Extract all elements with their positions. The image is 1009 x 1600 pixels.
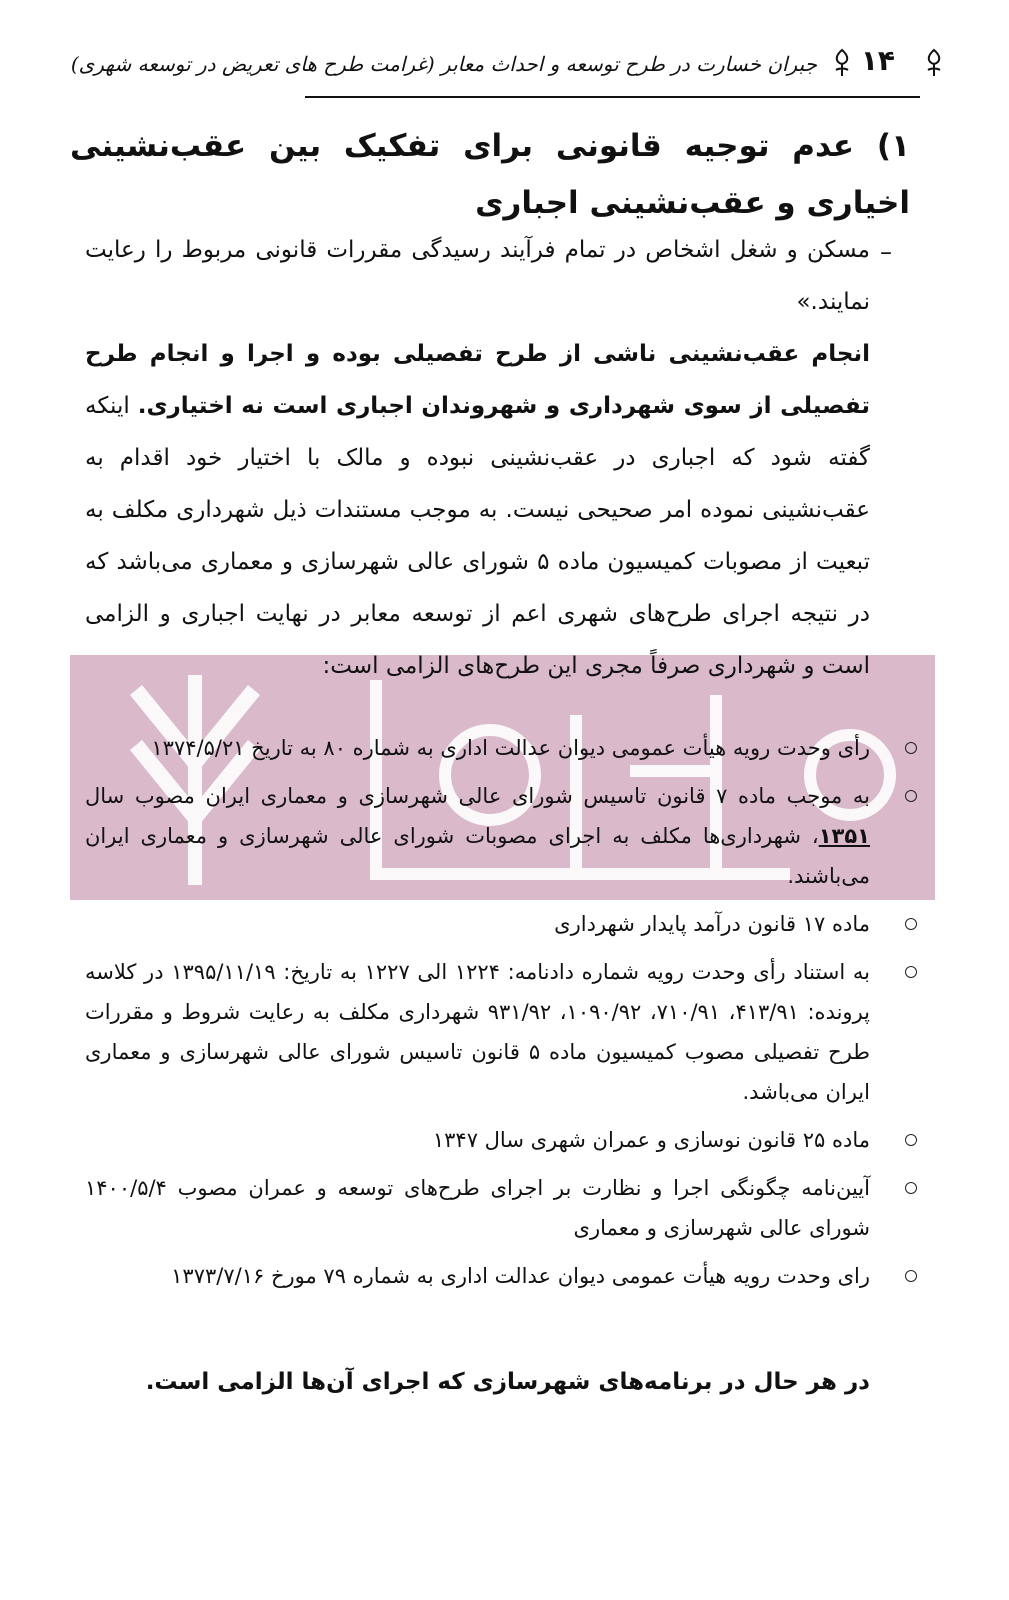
- dash-marker: –: [880, 238, 892, 266]
- bullet-circle-icon: [905, 966, 917, 978]
- running-title: جبران خسارت در طرح توسعه و احداث معابر (غرامت طرح های تعریض در توسعه شهری): [70, 52, 817, 76]
- page-number: ۱۴: [860, 44, 895, 77]
- list-item: ماده ۱۷ قانون درآمد پایدار شهرداری: [85, 904, 870, 944]
- bullet-circle-icon: [905, 1182, 917, 1194]
- ornament-icon: [831, 48, 853, 78]
- section-heading: ۱) عدم توجیه قانونی برای تفکیک بین عقب‌نشینی اخیاری و عقب‌نشینی اجباری: [70, 128, 910, 221]
- paragraph-bold-lead: انجام عقب‌نشینی ناشی از طرح تفصیلی بوده و اجرا و انجام طرح تفصیلی از سوی شهرداری و شهروندان اجباری است نه اختیاری.: [85, 341, 871, 419]
- year-highlight: ۱۳۵۱: [818, 824, 870, 848]
- quote-item: مسکن و شغل اشخاص در تمام فرآیند رسیدگی مقررات قانونی مربوط را رعایت نمایند.»: [85, 237, 870, 315]
- bullet-circle-icon: [905, 742, 917, 754]
- paragraph-body: اینکه گفته شود که اجباری در عقب‌نشینی نبوده و مالک با اختیار خود اقدام به عقب‌نشینی نموده امر صحیحی نیست. به موجب مستندات ذیل شهرداری مکلف به تبعیت از مصوبات کمیسیون ماده ۵ شورای عالی شهرسازی و معماری می‌باشد که در نتیجه اجرای طرح‌های شهری اعم از توسعه معابر در نهایت اجباری و الزامی است و شهرداری صرفاً مجری این طرح‌های الزامی است:: [85, 393, 871, 679]
- header-divider: [305, 96, 920, 98]
- list-item: به استناد رأی وحدت رویه شماره دادنامه: ۱۲۲۴ الی ۱۲۲۷ به تاریخ: ۱۳۹۵/۱۱/۱۹ در کلاسه پرونده: ۴۱۳/۹۱، ۷۱۰/۹۱، ۱۰۹۰/۹۲، ۹۳۱/۹۲ شهرداری مکلف به رعایت شروط و مقررات طرح تفصیلی مصوب کمیسیون ماده ۵ قانون تاسیس شورای عالی شهرسازی و معماری ایران می‌باشد.: [85, 952, 870, 1112]
- list-item: به موجب ماده ۷ قانون تاسیس شورای عالی شهرسازی و معماری ایران مصوب سال ۱۳۵۱، شهرداری‌ها مکلف به اجرای مصوبات شورای عالی شهرسازی و معماری ایران می‌باشند.: [85, 776, 870, 896]
- bullet-circle-icon: [905, 918, 917, 930]
- main-paragraph: [85, 328, 870, 692]
- bullet-circle-icon: [905, 790, 917, 802]
- bullet-circle-icon: [905, 1270, 917, 1282]
- ornament-icon: [923, 48, 945, 78]
- closing-sentence: در هر حال در برنامه‌های شهرسازی که اجرای آن‌ها الزامی است.: [145, 1369, 870, 1395]
- list-item: رای وحدت رویه هیأت عمومی دیوان عدالت اداری به شماره ۷۹ مورخ ۱۳۷۳/۷/۱۶: [85, 1256, 870, 1296]
- list-item: آیین‌نامه چگونگی اجرا و نظارت بر اجرای طرح‌های توسعه و عمران مصوب ۱۴۰۰/۵/۴ شورای عالی شهرسازی و معماری: [85, 1168, 870, 1248]
- list-item: ماده ۲۵ قانون نوسازی و عمران شهری سال ۱۳۴۷: [85, 1120, 870, 1160]
- page-header: [70, 38, 945, 100]
- list-item: رأی وحدت رویه هیأت عمومی دیوان عدالت اداری به شماره ۸۰ به تاریخ ۱۳۷۴/۵/۲۱: [85, 728, 870, 768]
- legal-references-list: [85, 728, 870, 1304]
- bullet-circle-icon: [905, 1134, 917, 1146]
